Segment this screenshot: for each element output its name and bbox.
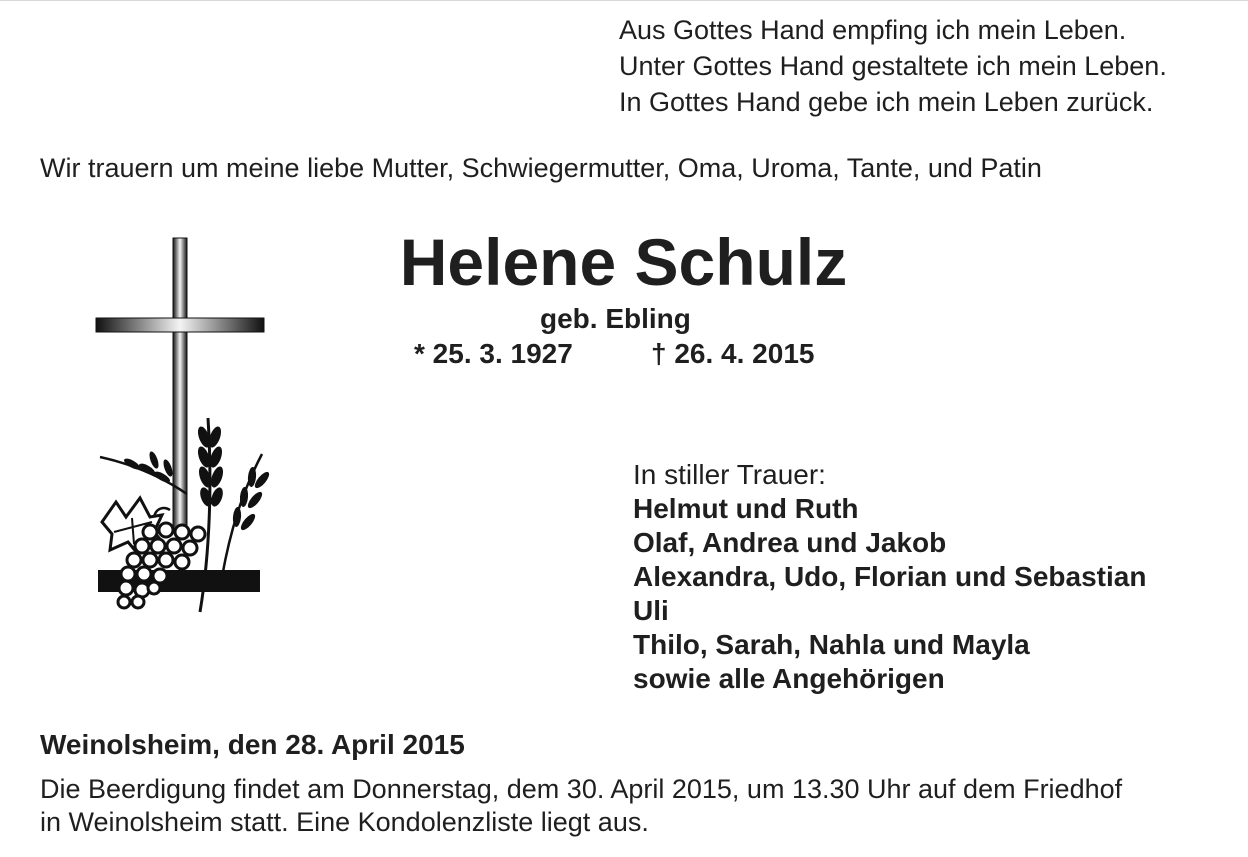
mourner-entry: sowie alle Angehörigen [633, 663, 945, 694]
mourner-entry: Olaf, Andrea und Jakob [633, 527, 947, 558]
mourner-entry: Thilo, Sarah, Nahla und Mayla [633, 629, 1030, 660]
verse-line: Aus Gottes Hand empfing ich mein Leben. [619, 15, 1127, 45]
mourner-entry: Uli [633, 595, 669, 626]
place-and-date: Weinolsheim, den 28. April 2015 [40, 729, 465, 760]
birth-date: * 25. 3. 1927 [414, 338, 573, 369]
deceased-name: Helene Schulz [399, 225, 848, 299]
mourners-heading: In stiller Trauer: [633, 459, 826, 490]
mourners-list [633, 492, 1146, 696]
funeral-line: in Weinolsheim statt. Eine Kondolenzliste liegt aus. [40, 807, 649, 837]
funeral-line: Die Beerdigung findet am Donnerstag, dem 30. April 2015, um 13.30 Uhr auf dem Friedhof [40, 774, 1123, 804]
mourner-entry: Alexandra, Udo, Florian und Sebastian [633, 561, 1147, 592]
bible-verse [619, 12, 1167, 120]
verse-line: Unter Gottes Hand gestaltete ich mein Leben. [619, 51, 1167, 81]
death-date: † 26. 4. 2015 [651, 338, 815, 369]
top-divider [0, 0, 1248, 1]
verse-line: In Gottes Hand gebe ich mein Leben zurück. [619, 87, 1154, 117]
mourner-entry: Helmut und Ruth [633, 493, 859, 524]
funeral-notice [40, 773, 1230, 839]
mourners-block [633, 458, 1146, 696]
maiden-name: geb. Ebling [540, 303, 691, 334]
intro-text: Wir trauern um meine liebe Mutter, Schwiegermutter, Oma, Uroma, Tante, und Patin [40, 153, 1042, 183]
